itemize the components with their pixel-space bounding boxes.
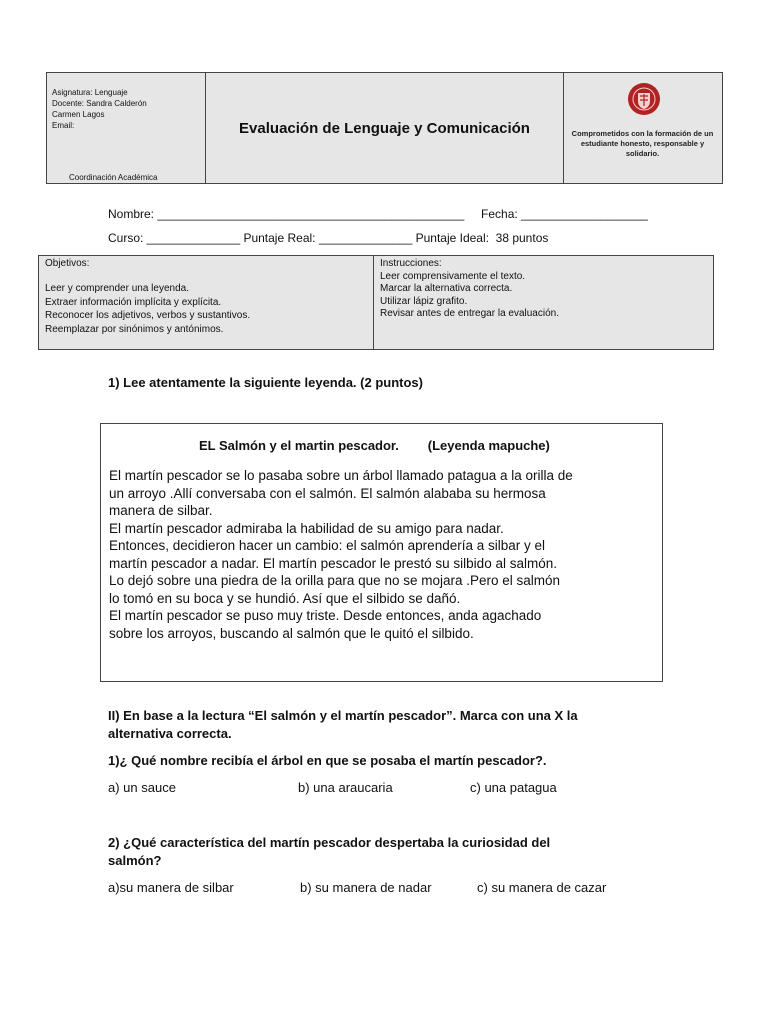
q2-option-c[interactable]: c) su manera de cazar bbox=[477, 880, 607, 895]
objectives-title: Objetivos: bbox=[45, 258, 90, 269]
header-info bbox=[47, 73, 206, 183]
course-score-line[interactable]: Curso: ______________ Puntaje Real: ______________ Puntaje Ideal: 38 puntos bbox=[108, 231, 549, 245]
teacher-label: Docente: Sandra Calderón bbox=[52, 99, 147, 108]
teacher-label-2: Carmen Lagos bbox=[52, 110, 105, 119]
objectives-instructions-box bbox=[38, 255, 714, 350]
section2-heading: II) En base a la lectura “El salmón y el martín pescador”. Marca con una X la bbox=[108, 708, 578, 723]
instructions-panel bbox=[374, 256, 713, 349]
header-box bbox=[46, 72, 723, 184]
legend-line: Lo dejó sobre una piedra de la orilla para que no se mojara .Pero el salmón bbox=[109, 573, 561, 588]
question-2-cont: salmón? bbox=[108, 853, 162, 868]
q2-option-b[interactable]: b) su manera de nadar bbox=[300, 880, 432, 895]
instruction-item: Marcar la alternativa correcta. bbox=[380, 283, 513, 294]
school-logo-area bbox=[563, 73, 722, 183]
email-label: Email: bbox=[52, 121, 75, 130]
section2-heading-cont: alternativa correcta. bbox=[108, 726, 232, 741]
legend-line: Entonces, decidieron hacer un cambio: el salmón aprendería a silbar y el bbox=[109, 538, 545, 553]
instruction-item: Utilizar lápiz grafito. bbox=[380, 295, 468, 307]
coordination-label: Coordinación Académica bbox=[69, 173, 158, 182]
instructions-title: Instrucciones: bbox=[380, 258, 442, 269]
objective-item: Leer y comprender una leyenda. bbox=[45, 283, 189, 294]
legend-line: El martín pescador se lo pasaba sobre un árbol llamado patagua a la orilla de bbox=[109, 468, 573, 483]
objective-item: Reemplazar por sinónimos y antónimos. bbox=[45, 323, 224, 335]
q1-option-b[interactable]: b) una araucaria bbox=[298, 780, 393, 795]
name-date-line[interactable]: Nombre: ______________________________________________ Fecha: ___________________ bbox=[108, 207, 648, 221]
subject-label: Asignatura: Lenguaje bbox=[52, 88, 128, 97]
q1-option-a[interactable]: a) un sauce bbox=[108, 780, 176, 795]
legend-line: manera de silbar. bbox=[109, 503, 213, 518]
q2-option-a[interactable]: a)su manera de silbar bbox=[108, 880, 234, 895]
question-2: 2) ¿Qué característica del martín pescador despertaba la curiosidad del bbox=[108, 835, 551, 850]
instruction-item: Leer comprensivamente el texto. bbox=[380, 270, 526, 282]
objective-item: Reconocer los adjetivos, verbos y sustantivos. bbox=[45, 310, 251, 321]
legend-line: sobre los arroyos, buscando al salmón que le quitó el silbido. bbox=[109, 625, 474, 641]
legend-line: un arroyo .Allí conversaba con el salmón. El salmón alababa su hermosa bbox=[109, 485, 546, 501]
objective-item: Extraer información implícita y explícita. bbox=[45, 296, 222, 308]
page-title: Evaluación de Lenguaje y Comunicación bbox=[206, 73, 564, 183]
objectives-panel bbox=[39, 256, 374, 349]
instruction-item: Revisar antes de entregar la evaluación. bbox=[380, 308, 559, 319]
legend-box bbox=[100, 423, 663, 682]
q1-option-c[interactable]: c) una patagua bbox=[470, 780, 557, 795]
question-1: 1)¿ Qué nombre recibía el árbol en que se posaba el martín pescador?. bbox=[108, 753, 547, 768]
school-motto: Comprometidos con la formación de un estudiante honesto, responsable y solidario. bbox=[571, 129, 714, 158]
legend-title: EL Salmón y el martin pescador. (Leyenda mapuche) bbox=[199, 438, 550, 453]
school-crest-icon bbox=[627, 77, 661, 121]
legend-line: El martín pescador se puso muy triste. Desde entonces, anda agachado bbox=[109, 608, 542, 623]
legend-line: lo tomó en su boca y se hundió. Así que el silbido se dañó. bbox=[109, 590, 461, 606]
legend-line: El martín pescador admiraba la habilidad de su amigo para nadar. bbox=[109, 520, 504, 536]
legend-text bbox=[109, 467, 659, 642]
section1-heading: 1) Lee atentamente la siguiente leyenda. (2 puntos) bbox=[108, 375, 423, 390]
legend-line: martín pescador a nadar. El martín pescador le prestó su silbido al salmón. bbox=[109, 555, 557, 571]
